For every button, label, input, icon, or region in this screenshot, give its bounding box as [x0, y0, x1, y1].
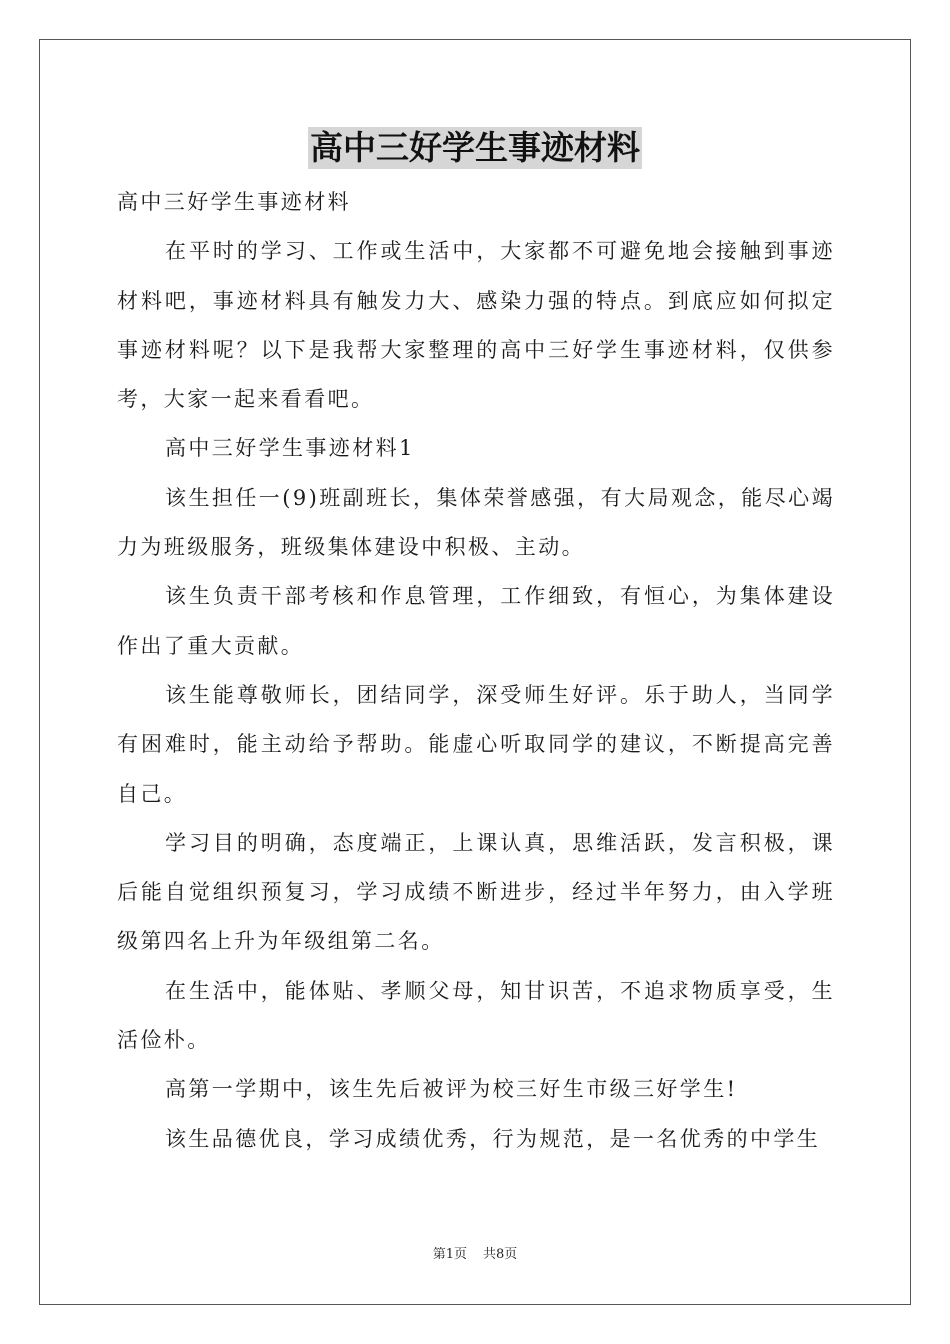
- body-paragraph: 在生活中，能体贴、孝顺父母，知甘识苦，不追求物质享受，生活俭朴。: [117, 978, 835, 1053]
- document-title: 高中三好学生事迹材料: [310, 128, 640, 167]
- title-container: [0, 127, 950, 169]
- subtitle-paragraph: 高中三好学生事迹材料: [117, 190, 351, 214]
- page-footer: [0, 1246, 950, 1264]
- intro-paragraph: 在平时的学习、工作或生活中，大家都不可避免地会接触到事迹材料吧，事迹材料具有触发力大、感染力强的特点。到底应如何拟定事迹材料呢？以下是我帮大家整理的高中三好学生事迹材料，仅供参考，大家一起来看看吧。: [117, 239, 835, 412]
- body-paragraph: 学习目的明确，态度端正，上课认真，思维活跃，发言积极，课后能自觉组织预复习，学习成绩不断进步，经过半年努力，由入学班级第四名上升为年级组第二名。: [117, 830, 835, 954]
- body-paragraph: 该生品德优良，学习成绩优秀，行为规范，是一名优秀的中学生: [165, 1126, 821, 1151]
- body-paragraph: 该生负责干部考核和作息管理，工作细致，有恒心，为集体建设作出了重大贡献。: [117, 584, 835, 658]
- body-paragraph: 该生能尊敬师长，团结同学，深受师生好评。乐于助人，当同学有困难时，能主动给予帮助。能虚心听取同学的建议，不断提高完善自己。: [117, 682, 835, 806]
- page-total: 共8页: [483, 1247, 518, 1262]
- body-paragraph: 高第一学期中，该生先后被评为校三好生市级三好学生!: [165, 1077, 738, 1102]
- section-heading: 高中三好学生事迹材料1: [165, 436, 415, 461]
- page-number: 第1页: [432, 1247, 467, 1262]
- body-paragraph: 该生担任一(9)班副班长，集体荣誉感强，有大局观念，能尽心竭力为班级服务，班级集体建设中积极、主动。: [117, 485, 835, 560]
- document-body: [117, 178, 835, 1164]
